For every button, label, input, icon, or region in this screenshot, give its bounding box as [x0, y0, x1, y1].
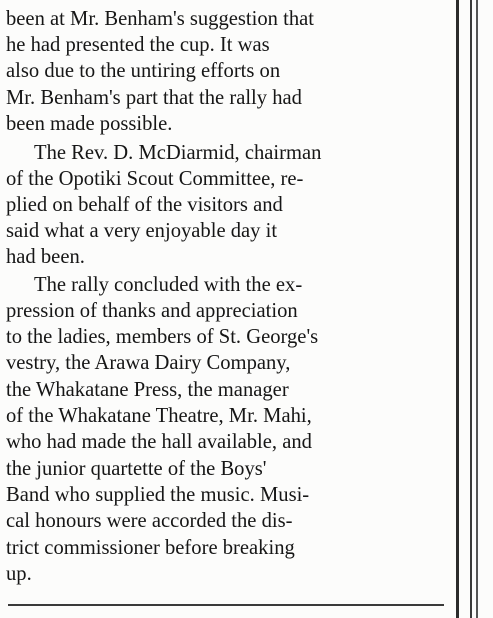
text-line: who had made the hall available, and	[6, 431, 312, 453]
text-line: plied on behalf of the visitors and	[6, 194, 283, 216]
text-line: had been.	[6, 246, 85, 268]
text-line: also due to the untiring efforts on	[6, 60, 281, 82]
text-line: of the Whakatane Theatre, Mr. Mahi,	[6, 405, 312, 427]
text-line: Mr. Benham's part that the rally had	[6, 87, 302, 109]
column-end-rule	[8, 604, 444, 606]
text-line: Band who supplied the music. Musi-	[6, 484, 310, 506]
text-line: said what a very enjoyable day it	[6, 220, 278, 242]
text-line: been at Mr. Benham's suggestion that	[6, 8, 314, 30]
text-line: the Whakatane Press, the manager	[6, 379, 289, 401]
text-line: vestry, the Arawa Dairy Company,	[6, 352, 291, 374]
text-line: of the Opotiki Scout Committee, re-	[6, 168, 304, 190]
column-divider-rule	[476, 0, 478, 618]
text-line: been made possible.	[6, 113, 173, 135]
column-divider-rule	[470, 0, 472, 618]
text-line: cal honours were accorded the dis-	[6, 510, 293, 532]
text-line: up.	[6, 563, 32, 585]
text-line: trict commissioner before breaking	[6, 537, 295, 559]
text-line: pression of thanks and appreciation	[6, 300, 298, 322]
text-line: he had presented the cup. It was	[6, 34, 270, 56]
paragraph-start-line: The Rev. D. McDiarmid, chairman	[34, 142, 322, 164]
text-line: the junior quartette of the Boys'	[6, 458, 267, 480]
paragraph-start-line: The rally concluded with the ex-	[34, 274, 303, 296]
column-divider-rule	[456, 0, 459, 618]
text-line: to the ladies, members of St. George's	[6, 326, 319, 348]
